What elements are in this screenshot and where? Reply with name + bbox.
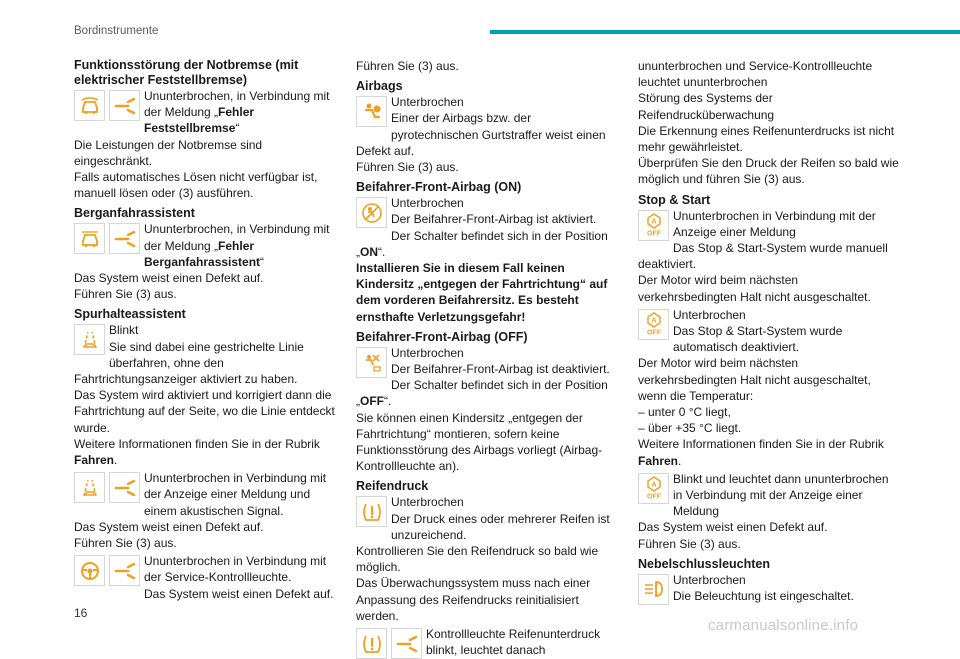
body-text: Führen Sie (3) aus. [356, 59, 459, 73]
steering-wheel-icon [74, 555, 105, 586]
body-text: “. [378, 244, 386, 259]
entry-text: Ununterbrochen in Verbindung mit der Anzeige einer Meldung [673, 208, 876, 239]
body-text: Führen Sie (3) aus. [356, 160, 459, 175]
entry-text-end: “ [260, 254, 265, 269]
wrench-icon [109, 555, 140, 586]
safety-warning: Installieren Sie in diesem Fall keinen Kindersitz „entgegen der Fahrtrichtung“ auf dem vorderen Beifahrersitz. Es besteht ernsthafte Verletzungsgefahr! [356, 261, 608, 324]
stop-start-off-icon [638, 210, 669, 241]
stop-start-off-icon [638, 473, 669, 504]
body-text: Führen Sie (3) aus. [638, 536, 741, 551]
section-title-tyre-pressure: Reifendruck [356, 479, 429, 494]
entry-message: Fehler Berganfahrassistent [144, 238, 261, 269]
entry-text: Der Beifahrer-Front-Airbag ist deaktiviert. [391, 362, 610, 377]
warning-entry [638, 208, 900, 305]
wrench-icon [109, 90, 140, 121]
body-text: Das System weist einen Defekt auf. [638, 520, 828, 535]
wrench-icon [109, 223, 140, 254]
off-label: OFF [646, 230, 661, 238]
passenger-airbag-on-icon [356, 197, 387, 228]
off-label: OFF [646, 493, 661, 501]
header-accent-bar [490, 30, 960, 34]
entry-text: Unterbrochen [391, 95, 464, 110]
hill-assist-icon [74, 223, 105, 254]
warning-entry [356, 626, 618, 658]
column-2 [356, 58, 618, 659]
body-text: Störung des Systems der Reifendrucküberwachung [638, 91, 775, 122]
entry-text: Kontrollleuchte Reifenunterdruck blinkt, leuchtet danach [426, 627, 601, 658]
body-text: Die Erkennung eines Reifenunterdrucks ist nicht mehr gewährleistet. [638, 123, 895, 155]
entry-text: Blinkt [109, 323, 139, 338]
body-text: Das System wird aktiviert und korrigiert dann die Fahrtrichtung auf der Seite, wo die Linie entdeckt wurde. [74, 388, 335, 435]
body-text: Der Motor wird beim nächsten verkehrsbedingten Halt nicht ausgeschaltet, wenn die Temperatur: [638, 356, 871, 403]
reference-link: Fahren [74, 453, 115, 468]
svg-text:A: A [650, 218, 657, 226]
tyre-pressure-icon [356, 496, 387, 527]
entry-text: Der Beifahrer-Front-Airbag ist aktiviert. [391, 212, 597, 227]
body-text: Falls automatisches Lösen nicht verfügbar ist, manuell lösen oder (3) ausführen. [74, 170, 318, 201]
column-3 [638, 58, 900, 605]
body-text: Führen Sie (3) aus. [74, 536, 177, 551]
warning-entry [356, 494, 618, 624]
brake-warning-icon [74, 90, 105, 121]
column-1 [74, 58, 336, 602]
body-text: Das Stop & Start-System wurde manuell deaktiviert. [638, 241, 888, 272]
entry-text: Unterbrochen [391, 196, 464, 211]
body-text: Das Überwachungssystem muss nach einer Anpassung des Reifendrucks reinitialisiert werden. [356, 576, 591, 623]
tyre-pressure-icon [356, 628, 387, 659]
body-text: Der Motor wird beim nächsten verkehrsbedingten Halt nicht ausgeschaltet. [638, 273, 871, 304]
lane-assist-icon [74, 324, 105, 355]
entry-message: Fehler Feststellbremse [144, 105, 255, 136]
body-text: Weitere Informationen finden Sie in der Rubrik [638, 437, 884, 452]
entry-text: Unterbrochen [391, 345, 464, 360]
warning-entry [638, 307, 900, 469]
body-text: “. [384, 394, 392, 409]
body-text: Überprüfen Sie den Druck der Reifen so bald wie möglich und führen Sie (3) aus. [638, 156, 899, 187]
section-title-passenger-airbag-on: Beifahrer-Front-Airbag (ON) [356, 180, 522, 195]
body-text: ununterbrochen und Service-Kontrollleuchte leuchtet ununterbrochen [638, 59, 873, 90]
warning-entry [356, 94, 618, 175]
section-title-emergency-brake: Funktionsstörung der Notbremse (mit elektrischer Feststellbremse) [74, 58, 299, 87]
warning-entry [74, 88, 336, 201]
watermark: carmanualsonline.info [708, 617, 859, 634]
section-title-airbags: Airbags [356, 79, 403, 94]
body-text: Der Schalter befindet sich in der Position „ [356, 228, 608, 259]
body-text: . [678, 453, 682, 468]
lane-assist-icon [74, 472, 105, 503]
warning-entry [74, 221, 336, 302]
entry-text: Einer der Airbags bzw. der pyrotechnischen Gurtstraffer weist einen Defekt auf. [356, 111, 606, 158]
warning-entry [356, 195, 618, 325]
body-text: Das System weist einen Defekt auf. [74, 271, 264, 286]
warning-entry [356, 345, 618, 475]
entry-text: Ununterbrochen, in Verbindung mit der Meldung „ [144, 222, 330, 253]
entry-text: Das Stop & Start-System wurde automatisch deaktiviert. [673, 324, 843, 355]
section-title-lane-assist: Spurhalteassistent [74, 307, 186, 322]
body-text: Führen Sie (3) aus. [74, 287, 177, 302]
section-title-stop-start: Stop & Start [638, 192, 711, 207]
body-text: . [114, 453, 118, 468]
switch-position: ON [360, 244, 378, 259]
switch-position: OFF [360, 394, 384, 409]
warning-entry [638, 471, 900, 552]
wrench-icon [109, 472, 140, 503]
rear-fog-light-icon [638, 574, 669, 605]
entry-text: Unterbrochen [391, 495, 464, 510]
entry-text: Sie sind dabei eine gestrichelte Linie überfahren, ohne den Fahrtrichtungsanzeiger aktiviert zu haben. [74, 339, 304, 387]
entry-text: Blinkt und leuchtet dann ununterbrochen in Verbindung mit der Anzeige einer Meldung [673, 471, 889, 519]
warning-entry [638, 572, 900, 604]
page-number: 16 [74, 606, 88, 620]
stop-start-off-icon [638, 309, 669, 340]
entry-text: Ununterbrochen in Verbindung mit der Anzeige einer Meldung und einem akustischen Signal. [144, 471, 327, 518]
list-item: – unter 0 °C liegt, [638, 405, 731, 420]
entry-text: Die Beleuchtung ist eingeschaltet. [673, 589, 854, 604]
warning-entry [74, 553, 336, 602]
svg-text:A: A [650, 317, 657, 325]
body-text: Das System weist einen Defekt auf. [74, 519, 264, 534]
warning-entry [74, 470, 336, 551]
section-title-hill-assist: Berganfahrassistent [74, 206, 195, 221]
wrench-icon [391, 628, 422, 659]
body-text: Sie können einen Kindersitz „entgegen der Fahrtrichtung“ montieren, sofern keine Funktionsstörung des Airbags vorliegt (Airbag-Kontrollleuchte an). [356, 410, 603, 474]
body-text: Weitere Informationen finden Sie in der Rubrik [74, 436, 320, 451]
body-text: Kontrollieren Sie den Reifendruck so bald wie möglich. [356, 544, 599, 575]
reference-link: Fahren [638, 453, 679, 468]
section-title-rear-fog-lights: Nebelschlussleuchten [638, 556, 770, 571]
svg-text:A: A [650, 481, 657, 489]
entry-text: Ununterbrochen in Verbindung mit der Service-Kontrollleuchte. [144, 554, 327, 585]
running-header: Bordinstrumente [74, 25, 159, 37]
body-text: Der Schalter befindet sich in der Position „ [356, 378, 608, 409]
entry-text: Ununterbrochen, in Verbindung mit der Meldung „ [144, 89, 330, 120]
entry-text-end: “ [235, 121, 240, 136]
passenger-airbag-off-icon [356, 347, 387, 378]
entry-text: Der Druck eines oder mehrerer Reifen ist unzureichend. [391, 511, 610, 542]
body-text: Das System weist einen Defekt auf. [144, 586, 334, 601]
section-title-passenger-airbag-off: Beifahrer-Front-Airbag (OFF) [356, 329, 528, 344]
entry-text: Unterbrochen [673, 572, 746, 587]
off-label: OFF [646, 329, 661, 337]
entry-text: Unterbrochen [673, 307, 746, 322]
list-item: – über +35 °C liegt. [638, 421, 742, 436]
airbag-icon [356, 96, 387, 127]
body-text: Die Leistungen der Notbremse sind eingeschränkt. [74, 137, 263, 168]
warning-entry [74, 322, 336, 468]
